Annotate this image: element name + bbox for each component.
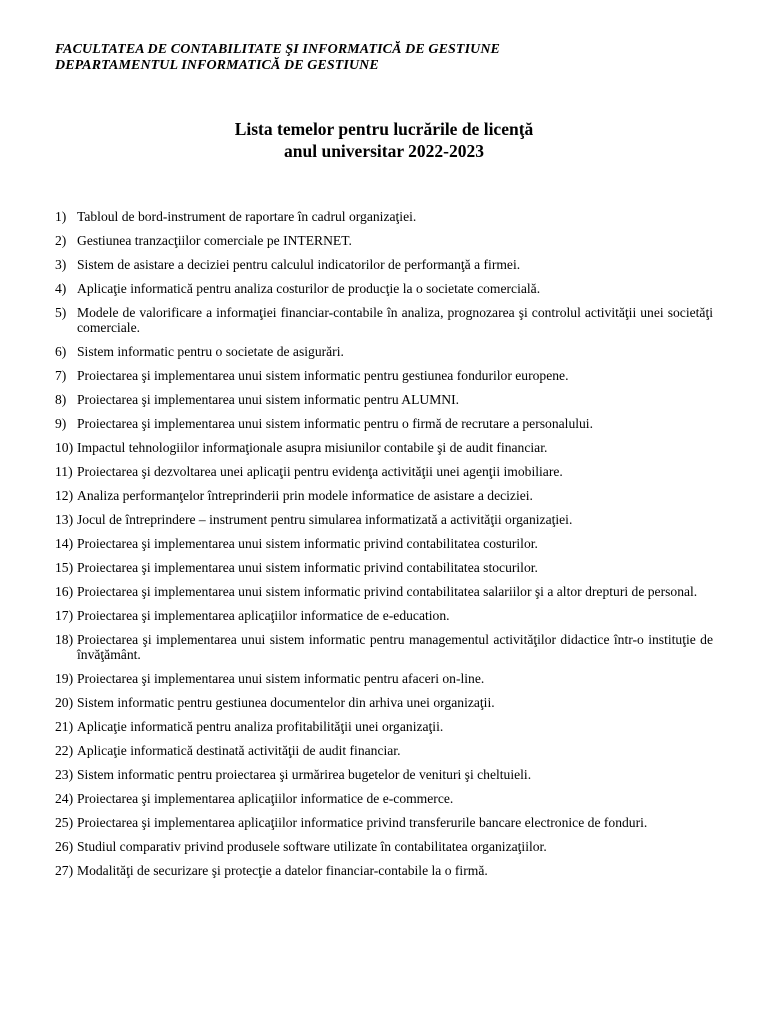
list-item	[55, 671, 713, 686]
topic-number: 25)	[55, 815, 74, 830]
topic-number: 10)	[55, 440, 74, 455]
topic-text: Jocul de întreprindere – instrument pentru simularea informatizată a activităţii organizaţiei.	[77, 512, 573, 527]
department-name: DEPARTAMENTUL INFORMATICĂ DE GESTIUNE	[55, 58, 379, 73]
topic-text: Impactul tehnologiilor informaţionale asupra misiunilor contabile şi de audit financiar.	[77, 440, 548, 455]
topic-text: Aplicaţie informatică pentru analiza profitabilităţii unei organizaţii.	[77, 719, 444, 734]
topic-number: 7)	[55, 368, 67, 383]
list-item	[55, 305, 713, 335]
list-item	[55, 719, 713, 734]
list-item	[55, 416, 713, 431]
title-line: Lista temelor pentru lucrările de licenţă	[234, 119, 534, 139]
topic-number: 12)	[55, 488, 74, 503]
topic-number: 4)	[55, 281, 67, 296]
topic-text: Proiectarea şi implementarea unui sistem informatic privind contabilitatea costurilor.	[77, 536, 538, 551]
topic-text: Proiectarea şi implementarea unui sistem informatic pentru managementul activităţilor didactice într-o instituţie de învăţământ.	[77, 632, 713, 662]
topic-text: Proiectarea şi implementarea aplicaţiilor informatice de e-commerce.	[77, 791, 454, 806]
topic-text: Modalităţi de securizare şi protecţie a datelor financiar-contabile la o firmă.	[77, 863, 488, 878]
topic-text: Studiul comparativ privind produsele software utilizate în contabilitatea organizaţiilor.	[77, 839, 547, 854]
list-item	[55, 281, 713, 296]
document-header	[55, 42, 500, 74]
list-item	[55, 815, 713, 830]
topic-text: Sistem informatic pentru proiectarea şi urmărirea bugetelor de venituri şi cheltuieli.	[77, 767, 532, 782]
list-item	[55, 791, 713, 806]
topic-number: 5)	[55, 305, 67, 320]
topic-text: Proiectarea şi implementarea unui sistem informatic pentru gestiunea fondurilor europene.	[77, 368, 569, 383]
topic-text: Proiectarea şi implementarea unui sistem informatic pentru o firmă de recrutare a personalului.	[77, 416, 593, 431]
topic-text: Gestiunea tranzacţiilor comerciale pe INTERNET.	[77, 233, 352, 248]
topic-text: Modele de valorificare a informaţiei financiar-contabile în analiza, prognozarea şi controlul activităţii unei societăţi comerciale.	[77, 305, 713, 335]
topic-number: 2)	[55, 233, 67, 248]
list-item	[55, 608, 713, 623]
topic-number: 20)	[55, 695, 74, 710]
topic-text: Proiectarea şi implementarea unui sistem informatic privind contabilitatea stocurilor.	[77, 560, 538, 575]
topic-list	[55, 209, 713, 887]
topic-number: 3)	[55, 257, 67, 272]
list-item	[55, 392, 713, 407]
list-item	[55, 536, 713, 551]
topic-text: Proiectarea şi implementarea unui sistem informatic pentru ALUMNI.	[77, 392, 460, 407]
list-item	[55, 767, 713, 782]
topic-number: 24)	[55, 791, 74, 806]
list-item	[55, 584, 713, 599]
topic-text: Sistem de asistare a deciziei pentru calculul indicatorilor de performanţă a firmei.	[77, 257, 521, 272]
document-title	[0, 118, 768, 162]
topic-number: 8)	[55, 392, 67, 407]
topic-number: 1)	[55, 209, 67, 224]
topic-text: Aplicaţie informatică pentru analiza costurilor de producţie la o societate comercială.	[77, 281, 541, 296]
list-item	[55, 863, 713, 878]
topic-number: 19)	[55, 671, 74, 686]
topic-text: Sistem informatic pentru o societate de asigurări.	[77, 344, 344, 359]
topic-number: 27)	[55, 863, 74, 878]
list-item	[55, 743, 713, 758]
faculty-name: FACULTATEA DE CONTABILITATE ŞI INFORMATICĂ DE GESTIUNE	[55, 42, 500, 57]
topic-number: 17)	[55, 608, 74, 623]
list-item	[55, 632, 713, 662]
topic-text: Aplicaţie informatică destinată activităţii de audit financiar.	[77, 743, 401, 758]
list-item	[55, 560, 713, 575]
list-item	[55, 464, 713, 479]
topic-number: 9)	[55, 416, 67, 431]
topic-number: 18)	[55, 632, 74, 647]
list-item	[55, 368, 713, 383]
topic-text: Sistem informatic pentru gestiunea documentelor din arhiva unei organizaţii.	[77, 695, 495, 710]
topic-number: 14)	[55, 536, 74, 551]
list-item	[55, 440, 713, 455]
topic-number: 15)	[55, 560, 74, 575]
list-item	[55, 488, 713, 503]
topic-number: 6)	[55, 344, 67, 359]
topic-number: 23)	[55, 767, 74, 782]
list-item	[55, 209, 713, 224]
topic-text: Proiectarea şi implementarea unui sistem informatic privind contabilitatea salariilor şi a altor drepturi de personal.	[77, 584, 698, 599]
list-item	[55, 839, 713, 854]
list-item	[55, 233, 713, 248]
topic-number: 26)	[55, 839, 74, 854]
academic-year: anul universitar 2022-2023	[284, 141, 484, 161]
topic-text: Proiectarea şi implementarea aplicaţiilor informatice privind transferurile bancare electronice de fonduri.	[77, 815, 648, 830]
topic-number: 21)	[55, 719, 74, 734]
list-item	[55, 344, 713, 359]
topic-text: Proiectarea şi implementarea unui sistem informatic pentru afaceri on-line.	[77, 671, 485, 686]
topic-text: Proiectarea şi implementarea aplicaţiilor informatice de e-education.	[77, 608, 450, 623]
list-item	[55, 257, 713, 272]
topic-number: 13)	[55, 512, 74, 527]
topic-text: Analiza performanţelor întreprinderii prin modele informatice de asistare a deciziei.	[77, 488, 533, 503]
topic-text: Tabloul de bord-instrument de raportare în cadrul organizaţiei.	[77, 209, 417, 224]
topic-number: 11)	[55, 464, 73, 479]
list-item	[55, 512, 713, 527]
topic-number: 16)	[55, 584, 74, 599]
topic-text: Proiectarea şi dezvoltarea unei aplicaţii pentru evidenţa activităţii unei agenţii imobiliare.	[77, 464, 563, 479]
list-item	[55, 695, 713, 710]
topic-number: 22)	[55, 743, 74, 758]
